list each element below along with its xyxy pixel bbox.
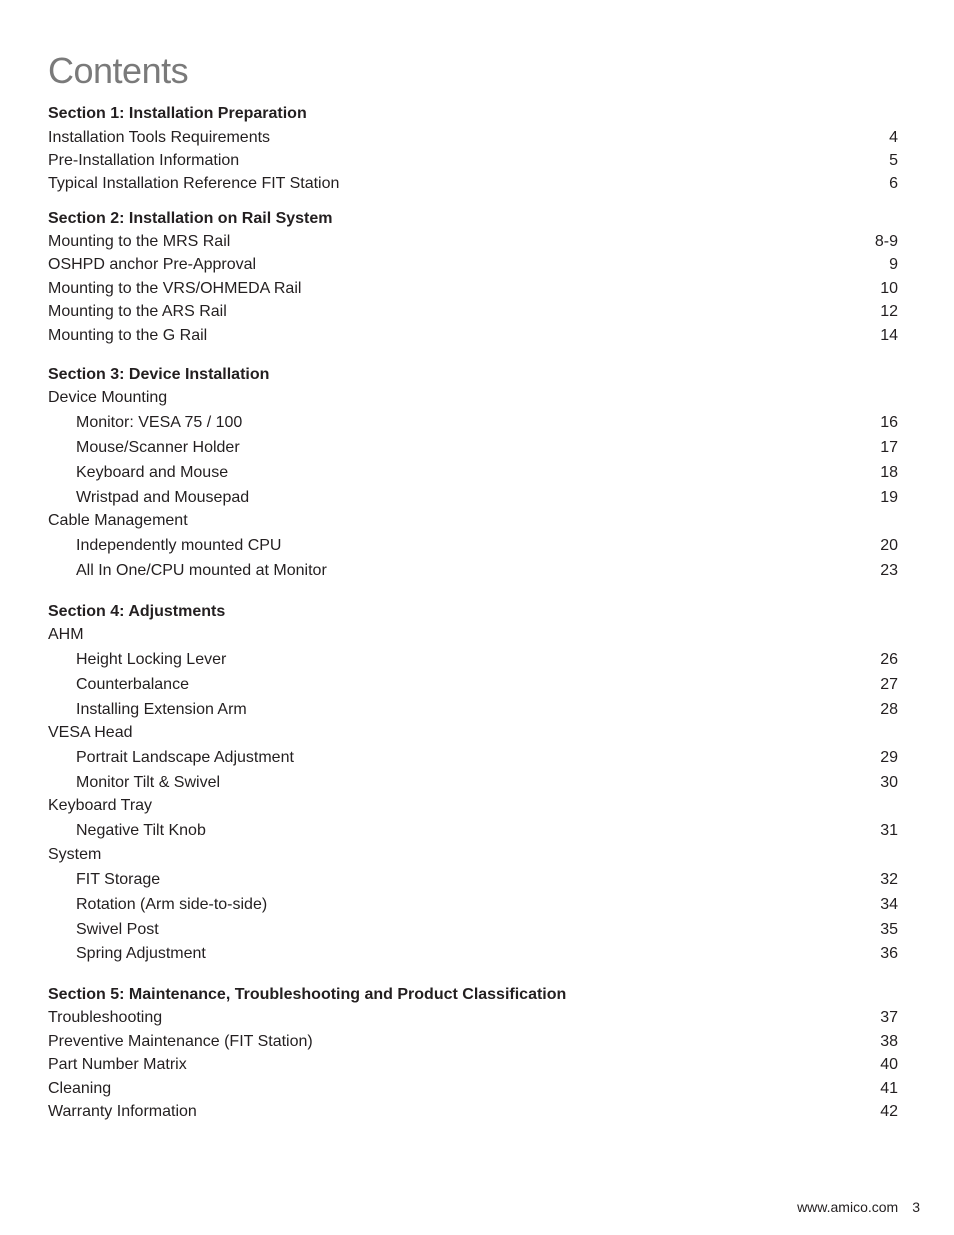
- toc-page-number: 37: [880, 1009, 898, 1026]
- toc-page-number: 34: [880, 896, 898, 913]
- toc-entry[interactable]: [48, 535, 898, 557]
- toc-entry-label: Pre-Installation Information: [48, 152, 240, 169]
- toc-entry-label: Typical Installation Reference FIT Station: [48, 175, 340, 192]
- page-title: Contents: [48, 50, 189, 91]
- toc-page-number: 14: [880, 327, 898, 344]
- section-heading: [48, 601, 898, 623]
- footer-page-number: 3: [912, 1199, 920, 1215]
- toc-entry-label: Installing Extension Arm: [76, 701, 247, 718]
- toc-page-number: 9: [889, 256, 898, 273]
- toc-page-number: 36: [880, 945, 898, 962]
- toc-entry-label: Mouse/Scanner Holder: [76, 439, 240, 456]
- toc-page-number: 42: [880, 1103, 898, 1120]
- toc-entry[interactable]: [48, 1101, 898, 1123]
- toc-entry-label: Height Locking Lever: [76, 651, 227, 668]
- section-heading-label: Section 1: Installation Preparation: [48, 105, 307, 122]
- toc-group-label-text: VESA Head: [48, 724, 133, 741]
- toc-entry-label: Warranty Information: [48, 1103, 197, 1120]
- toc-page-number: 19: [880, 489, 898, 506]
- toc-entry-label: Mounting to the G Rail: [48, 327, 208, 344]
- toc-entry[interactable]: [48, 412, 898, 434]
- section-heading-label: Section 2: Installation on Rail System: [48, 210, 333, 227]
- toc-entry[interactable]: [48, 325, 898, 347]
- toc-entry-label: Wristpad and Mousepad: [76, 489, 250, 506]
- toc-entry[interactable]: [48, 301, 898, 323]
- toc-page-number: 10: [880, 280, 898, 297]
- toc-group-label: [48, 387, 898, 409]
- toc-entry[interactable]: [48, 560, 898, 582]
- toc-page-number: 4: [889, 129, 898, 146]
- toc-entry-label: Independently mounted CPU: [76, 537, 282, 554]
- toc-entry-label: Cleaning: [48, 1080, 112, 1097]
- toc-page-number: 16: [880, 414, 898, 431]
- toc-page-number: 17: [880, 439, 898, 456]
- toc-page-number: 20: [880, 537, 898, 554]
- toc-page-number: 41: [880, 1080, 898, 1097]
- toc-entry[interactable]: [48, 699, 898, 721]
- section-heading: [48, 984, 898, 1006]
- toc-group-label-text: Cable Management: [48, 512, 188, 529]
- toc-page-number: 8-9: [874, 233, 898, 250]
- toc-page-number: 29: [880, 749, 898, 766]
- toc-group-label-text: Device Mounting: [48, 389, 168, 406]
- toc-entry-label: All In One/CPU mounted at Monitor: [76, 562, 327, 579]
- toc-entry[interactable]: [48, 1007, 898, 1029]
- toc-entry[interactable]: [48, 437, 898, 459]
- toc-group-label: [48, 844, 898, 866]
- toc-page-number: 35: [880, 921, 898, 938]
- toc-entry-label: Spring Adjustment: [76, 945, 206, 962]
- section-heading: [48, 103, 898, 125]
- toc-entry[interactable]: [48, 869, 898, 891]
- toc-entry-label: Portrait Landscape Adjustment: [76, 749, 294, 766]
- toc-page-number: 5: [889, 152, 898, 169]
- toc-entry-label: Keyboard and Mouse: [76, 464, 229, 481]
- toc-entry[interactable]: [48, 173, 898, 195]
- footer-website-link[interactable]: www.amico.com: [797, 1199, 899, 1215]
- toc-entry[interactable]: [48, 649, 898, 671]
- toc-group-label: [48, 510, 898, 532]
- toc-entry-label: Monitor Tilt & Swivel: [76, 774, 221, 791]
- toc-group-label-text: AHM: [48, 626, 84, 643]
- toc-entry[interactable]: [48, 278, 898, 300]
- toc-group-label-text: Keyboard Tray: [48, 797, 153, 814]
- section-heading-label: Section 5: Maintenance, Troubleshooting and Product Classification: [48, 986, 567, 1003]
- toc-entry[interactable]: [48, 820, 898, 842]
- section-heading-label: Section 4: Adjustments: [48, 603, 226, 620]
- page-footer: [797, 1197, 920, 1217]
- toc-entry[interactable]: [48, 1078, 898, 1100]
- toc-entry[interactable]: [48, 487, 898, 509]
- toc-page-number: 18: [880, 464, 898, 481]
- section-heading: [48, 208, 898, 230]
- toc-entry-label: Mounting to the VRS/OHMEDA Rail: [48, 280, 302, 297]
- toc-entry[interactable]: [48, 1054, 898, 1076]
- toc-entry[interactable]: [48, 943, 898, 965]
- toc-entry[interactable]: [48, 772, 898, 794]
- toc-page-number: 12: [880, 303, 898, 320]
- toc-page-number: 28: [880, 701, 898, 718]
- toc-page-number: 26: [880, 651, 898, 668]
- toc-entry-label: Part Number Matrix: [48, 1056, 187, 1073]
- toc-entry-label: OSHPD anchor Pre-Approval: [48, 256, 257, 273]
- toc-page-number: 40: [880, 1056, 898, 1073]
- toc-group-label: [48, 722, 898, 744]
- toc-entry[interactable]: [48, 674, 898, 696]
- toc-page-number: 6: [889, 175, 898, 192]
- toc-group-label-text: System: [48, 846, 102, 863]
- toc-entry-label: Negative Tilt Knob: [76, 822, 206, 839]
- toc-entry-label: Troubleshooting: [48, 1009, 163, 1026]
- toc-entry[interactable]: [48, 747, 898, 769]
- toc-entry[interactable]: [48, 254, 898, 276]
- toc-entry[interactable]: [48, 231, 898, 253]
- section-heading-label: Section 3: Device Installation: [48, 366, 270, 383]
- toc-page-number: 32: [880, 871, 898, 888]
- toc-entry[interactable]: [48, 127, 898, 149]
- toc-page-number: 23: [880, 562, 898, 579]
- toc-entry-label: Monitor: VESA 75 / 100: [76, 414, 243, 431]
- toc-page-number: 30: [880, 774, 898, 791]
- toc-group-label: [48, 795, 898, 817]
- toc-entry[interactable]: [48, 150, 898, 172]
- toc-group-label: [48, 624, 898, 646]
- section-heading: [48, 364, 898, 386]
- toc-entry-label: FIT Storage: [76, 871, 161, 888]
- toc-entry-label: Swivel Post: [76, 921, 159, 938]
- toc-page-number: 38: [880, 1033, 898, 1050]
- toc-entry[interactable]: [48, 462, 898, 484]
- toc-entry[interactable]: [48, 919, 898, 941]
- toc-page-number: 31: [880, 822, 898, 839]
- toc-entry[interactable]: [48, 894, 898, 916]
- toc-entry-label: Installation Tools Requirements: [48, 129, 271, 146]
- toc-entry-label: Counterbalance: [76, 676, 189, 693]
- toc-entry-label: Mounting to the MRS Rail: [48, 233, 231, 250]
- toc-entry-label: Preventive Maintenance (FIT Station): [48, 1033, 313, 1050]
- toc-page-number: 27: [880, 676, 898, 693]
- toc-entry-label: Mounting to the ARS Rail: [48, 303, 227, 320]
- toc-entry[interactable]: [48, 1031, 898, 1053]
- toc-entry-label: Rotation (Arm side-to-side): [76, 896, 268, 913]
